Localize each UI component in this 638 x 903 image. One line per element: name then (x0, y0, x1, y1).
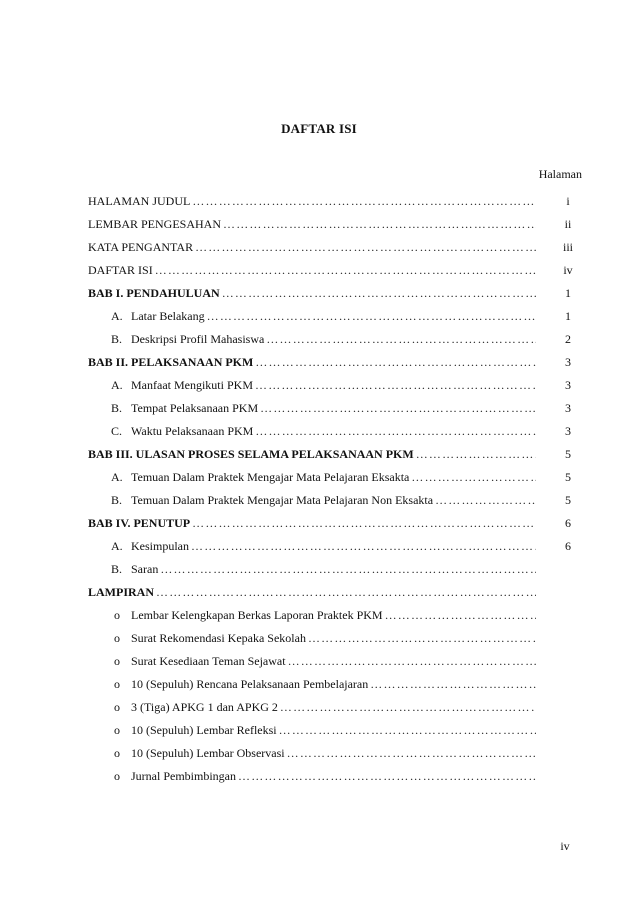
dot-leader (288, 654, 536, 669)
toc-row (0, 719, 638, 741)
toc-page-number: iii (562, 239, 573, 254)
dot-leader (416, 447, 536, 462)
dot-leader (435, 493, 536, 508)
toc-item-letter: A. (111, 308, 123, 323)
bullet-marker: o (114, 722, 120, 737)
toc-page-number: iv (563, 262, 573, 277)
toc-row (0, 328, 638, 350)
toc-page-number: 1 (565, 285, 571, 300)
toc-item-letter: B. (111, 561, 123, 576)
toc-entry (88, 585, 536, 600)
toc-entry (88, 217, 536, 232)
toc-entry (131, 378, 536, 393)
dot-leader (160, 562, 536, 577)
toc-row (0, 190, 638, 212)
bullet-marker: o (114, 768, 120, 783)
toc-row (0, 397, 638, 419)
bullet-marker: o (114, 653, 120, 668)
dot-leader (411, 470, 536, 485)
toc-row (0, 627, 638, 649)
toc-entry-title: Waktu Pelaksanaan PKM (131, 423, 254, 438)
toc-entry (88, 194, 536, 209)
toc-entry-title: BAB III. ULASAN PROSES SELAMA PELAKSANAAN PKM (88, 446, 414, 461)
toc-entry (131, 424, 536, 439)
toc-page-number: 3 (565, 423, 571, 438)
toc-entry-title: Deskripsi Profil Mahasiswa (131, 331, 265, 346)
toc-entry (131, 723, 536, 738)
toc-item-letter: A. (111, 538, 123, 553)
toc-row (0, 765, 638, 787)
toc-entry-title: Kesimpulan (131, 538, 189, 553)
toc-entry (88, 355, 536, 370)
dot-leader (156, 585, 536, 600)
toc-entry-title: BAB II. PELAKSANAAN PKM (88, 354, 254, 369)
toc-page-number: i (566, 193, 570, 208)
dot-leader (195, 240, 536, 255)
dot-leader (260, 401, 536, 416)
dot-leader (223, 217, 536, 232)
toc-row (0, 443, 638, 465)
toc-entry-title: Tempat Pelaksanaan PKM (131, 400, 259, 415)
toc-row (0, 351, 638, 373)
bullet-marker: o (114, 676, 120, 691)
footer-page-number: iv (560, 839, 570, 853)
dot-leader (207, 309, 536, 324)
toc-entry-title: 3 (Tiga) APKG 1 dan APKG 2 (131, 699, 278, 714)
toc-page-number: 3 (565, 377, 571, 392)
bullet-marker: o (114, 630, 120, 645)
toc-page-number: 2 (565, 331, 571, 346)
toc-entry (131, 769, 536, 784)
toc-entry (131, 309, 536, 324)
toc-row (0, 673, 638, 695)
toc-entry (131, 493, 536, 508)
toc-entry (131, 470, 536, 485)
bullet-marker: o (114, 745, 120, 760)
toc-entry-title: BAB IV. PENUTUP (88, 515, 191, 530)
toc-entry-title: Temuan Dalam Praktek Mengajar Mata Pelajaran Eksakta (131, 469, 410, 484)
toc-row (0, 259, 638, 281)
toc-entry-title: Saran (131, 561, 159, 576)
toc-entry-title: Lembar Kelengkapan Berkas Laporan Praktek PKM (131, 607, 383, 622)
dot-leader (385, 608, 536, 623)
dot-leader (255, 378, 536, 393)
dot-leader (255, 424, 536, 439)
toc-entry (131, 700, 536, 715)
toc-row (0, 742, 638, 764)
toc-entry (131, 677, 536, 692)
toc-row (0, 374, 638, 396)
toc-page-number: 3 (565, 354, 571, 369)
dot-leader (155, 263, 536, 278)
toc-row (0, 650, 638, 672)
toc-page-number: 6 (565, 515, 571, 530)
toc-row (0, 581, 638, 603)
dot-leader (308, 631, 536, 646)
toc-row (0, 512, 638, 534)
toc-entry (131, 746, 536, 761)
bullet-marker: o (114, 699, 120, 714)
dot-leader (192, 194, 536, 209)
toc-entry-title: HALAMAN JUDUL (88, 193, 191, 208)
toc-page-number: ii (564, 216, 572, 231)
dot-leader (255, 355, 536, 370)
dot-leader (222, 286, 536, 301)
toc-entry (131, 562, 536, 577)
toc-entry-title: Latar Belakang (131, 308, 205, 323)
toc-item-letter: B. (111, 492, 123, 507)
toc-entry (88, 286, 536, 301)
toc-item-letter: B. (111, 331, 123, 346)
toc-entry-title: 10 (Sepuluh) Rencana Pelaksanaan Pembelajaran (131, 676, 369, 691)
toc-entry-title: Surat Kesediaan Teman Sejawat (131, 653, 286, 668)
toc-row (0, 489, 638, 511)
toc-entry (131, 332, 536, 347)
toc-entry-title: Temuan Dalam Praktek Mengajar Mata Pelajaran Non Eksakta (131, 492, 434, 507)
toc-entry-title: Surat Rekomendasi Kepaka Sekolah (131, 630, 306, 645)
toc-row (0, 236, 638, 258)
dot-leader (191, 539, 536, 554)
toc-row (0, 282, 638, 304)
bullet-marker: o (114, 607, 120, 622)
dot-leader (370, 677, 536, 692)
page-column-header: Halaman (538, 167, 582, 181)
toc-row (0, 466, 638, 488)
toc-row (0, 696, 638, 718)
toc-item-letter: A. (111, 469, 123, 484)
toc-entry (131, 401, 536, 416)
toc-entry (131, 608, 536, 623)
toc-entry-title: 10 (Sepuluh) Lembar Refleksi (131, 722, 277, 737)
toc-entry-title: LAMPIRAN (88, 584, 154, 599)
dot-leader (279, 723, 536, 738)
toc-page-number: 6 (565, 538, 571, 553)
toc-page-number: 5 (565, 492, 571, 507)
dot-leader (238, 769, 536, 784)
toc-page-number: 5 (565, 446, 571, 461)
toc-page-number: 1 (565, 308, 571, 323)
dot-leader (280, 700, 536, 715)
toc-entry (88, 240, 536, 255)
toc-entry-title: 10 (Sepuluh) Lembar Observasi (131, 745, 285, 760)
toc-row (0, 604, 638, 626)
toc-entry-title: Jurnal Pembimbingan (131, 768, 236, 783)
toc-entry (88, 516, 536, 531)
toc-row (0, 213, 638, 235)
toc-entry-title: DAFTAR ISI (88, 262, 153, 277)
toc-row (0, 420, 638, 442)
toc-item-letter: B. (111, 400, 123, 415)
toc-entry (88, 263, 536, 278)
toc-entry (131, 539, 536, 554)
dot-leader (287, 746, 536, 761)
toc-entry-title: BAB I. PENDAHULUAN (88, 285, 220, 300)
toc-entry (131, 654, 536, 669)
toc-entry (88, 447, 536, 462)
dot-leader (266, 332, 536, 347)
toc-entry (131, 631, 536, 646)
toc-item-letter: C. (111, 423, 123, 438)
toc-entry-title: LEMBAR PENGESAHAN (88, 216, 222, 231)
page-title: DAFTAR ISI (281, 121, 357, 136)
dot-leader (192, 516, 536, 531)
toc-entry-title: KATA PENGANTAR (88, 239, 194, 254)
toc-row (0, 558, 638, 580)
toc-page-number: 3 (565, 400, 571, 415)
toc-page-number: 5 (565, 469, 571, 484)
toc-entry-title: Manfaat Mengikuti PKM (131, 377, 253, 392)
toc-item-letter: A. (111, 377, 123, 392)
toc-row (0, 535, 638, 557)
toc-row (0, 305, 638, 327)
